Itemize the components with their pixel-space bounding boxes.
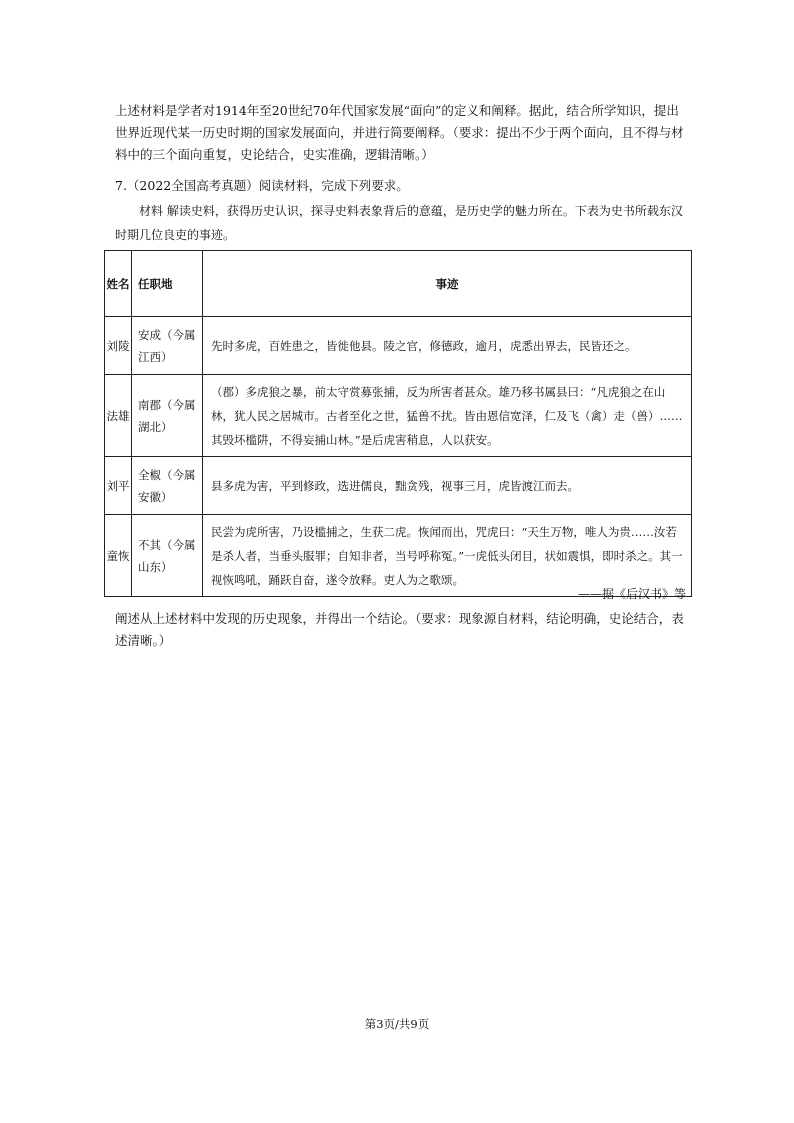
header-place: 任职地 xyxy=(132,251,203,317)
table-row xyxy=(105,457,692,515)
material-text: 材料 解读史料，获得历史认识，探寻史料表象背后的意蕴，是历史学的魅力所在。下表为史书所载东汉时期几位良吏的事迹。 xyxy=(115,204,683,242)
row-place: 全椒（今属安徽） xyxy=(132,457,203,515)
row-deeds: （郡）多虎狼之暴，前太守赏募张捕，反为所害者甚众。雄乃移书属县曰：“凡虎狼之在山林，犹人民之居城市。古者至化之世，猛兽不扰。皆由恩信宽泽，仁及飞（禽）走（兽）……其毁坏槛阱，不得妄捕山林。”是后虎害稍息，人以获安。 xyxy=(203,375,692,457)
table-row xyxy=(105,375,692,457)
row-place: 安成（今属江西） xyxy=(132,317,203,375)
intro-paragraph: 上述材料是学者对1914年至20世纪70年代国家发展“面向”的定义和阐释。据此，结合所学知识，提出世界近现代某一历史时期的国家发展面向，并进行简要阐释。（要求：提出不少于两个面向，且不得与材料中的三个面向重复，史论结合，史实准确，逻辑清晰。） xyxy=(115,103,684,162)
row-name: 刘陵 xyxy=(105,317,132,375)
row-place: 不其（今属山东） xyxy=(132,515,203,597)
task-paragraph: 阐述从上述材料中发现的历史现象，并得出一个结论。（要求：现象源自材料，结论明确，史论结合，表述清晰。） xyxy=(115,611,684,648)
row-name: 法雄 xyxy=(105,375,132,457)
row-name: 刘平 xyxy=(105,457,132,515)
officials-table xyxy=(104,250,692,597)
row-place: 南郡（今属湖北） xyxy=(132,375,203,457)
row-name: 童恢 xyxy=(105,515,132,597)
page-number: 第3页/共9页 xyxy=(364,1017,430,1031)
header-name: 姓名 xyxy=(105,251,132,317)
question-heading: 7.（2022全国高考真题）阅读材料，完成下列要求。 xyxy=(115,178,409,193)
source-citation: ——据《后汉书》等 xyxy=(577,587,686,601)
row-deeds: 县多虎为害，平到修政，选进儒良，黜贪残，视事三月，虎皆渡江而去。 xyxy=(203,457,692,515)
row-deeds: 民尝为虎所害，乃设槛捕之，生获二虎。恢闻而出，咒虎曰：“天生万物，唯人为贵……汝若是杀人者，当垂头服罪；自知非者，当号呼称冤。”一虎低头闭目，状如震惧，即时杀之。其一视恢鸣吼，踊跃自奋，遂令放释。吏人为之歌颂。 xyxy=(203,515,692,597)
header-deeds: 事迹 xyxy=(203,251,692,317)
row-deeds: 先时多虎，百姓患之，皆徙他县。陵之官，修德政，逾月，虎悉出界去，民皆还之。 xyxy=(203,317,692,375)
table-header-row xyxy=(105,251,692,317)
table-row xyxy=(105,317,692,375)
